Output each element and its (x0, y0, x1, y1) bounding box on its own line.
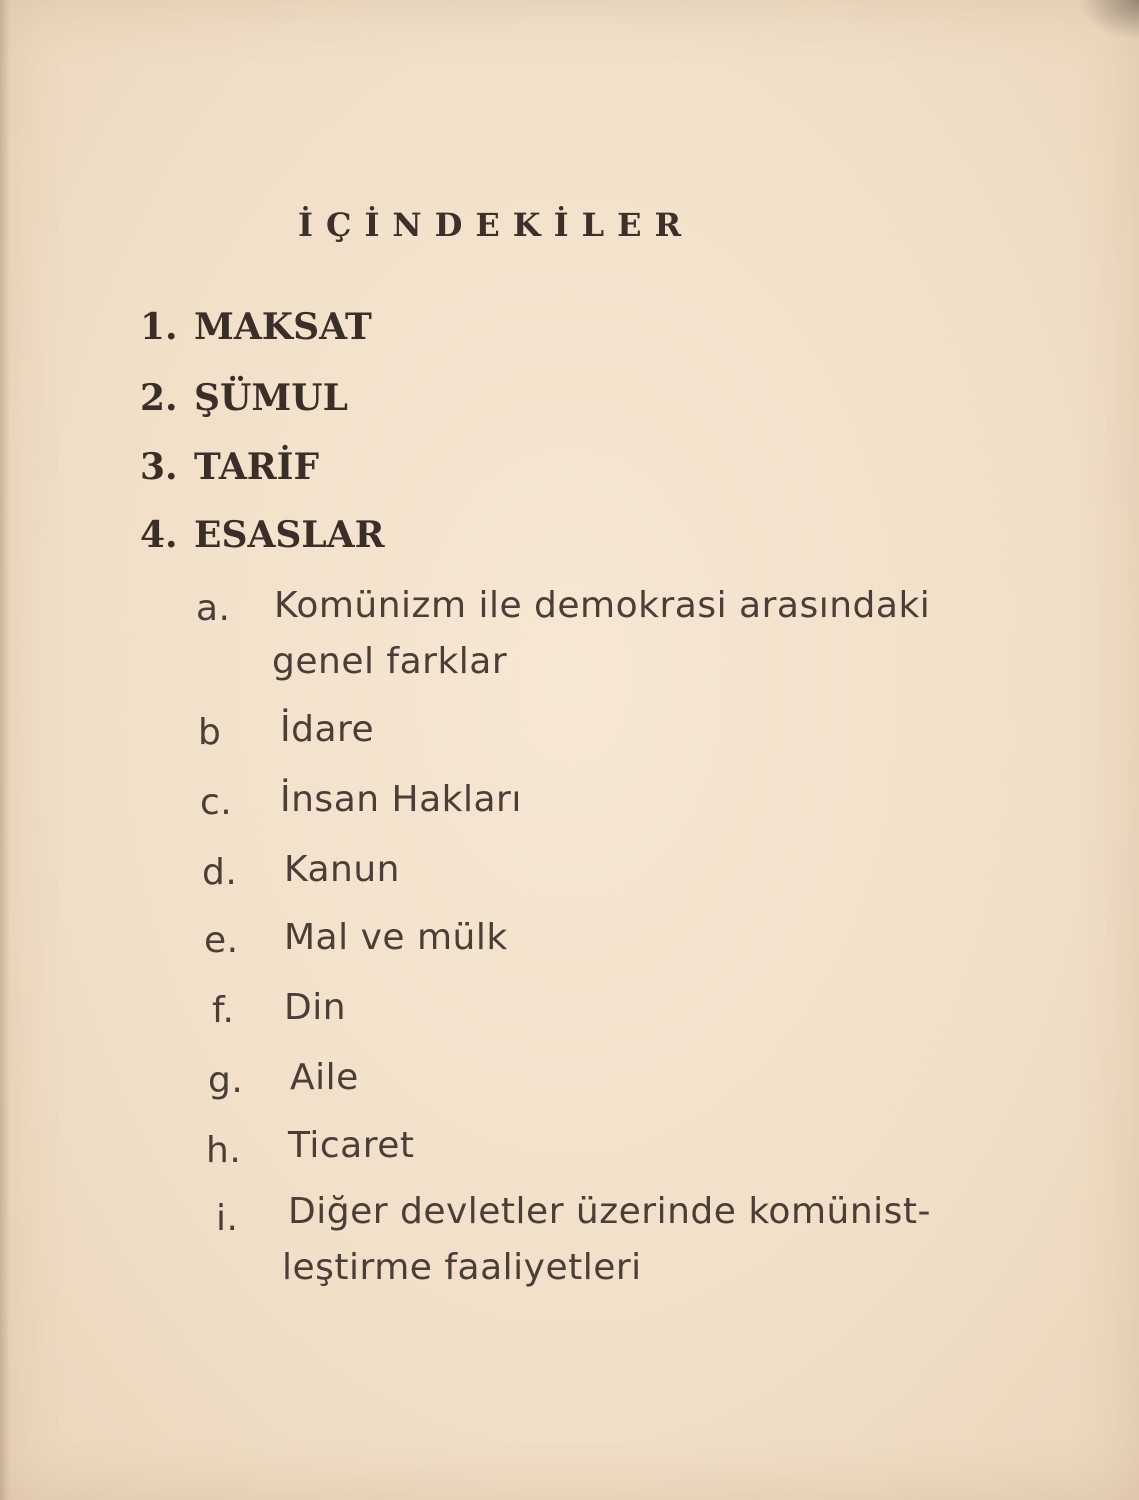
toc-main-item-label: TARİF (194, 446, 320, 488)
page-corner-shadow (1079, 0, 1139, 40)
toc-sub-item-letter: d. (202, 852, 238, 893)
toc-sub-item-letter: b (198, 712, 222, 753)
toc-main-item-label: MAKSAT (194, 306, 372, 348)
toc-sub-item-letter: h. (206, 1130, 242, 1171)
toc-main-item (140, 446, 319, 488)
toc-sub-item-letter: e. (204, 920, 239, 961)
toc-sub-item-text-continued: leştirme faaliyetleri (282, 1247, 642, 1288)
toc-main-item-number: 1. (140, 306, 178, 348)
toc-main-item-label: ESASLAR (194, 514, 385, 556)
toc-sub-item-letter: g. (208, 1060, 244, 1101)
toc-sub-item-text: Komünizm ile demokrasi arasındaki (274, 585, 931, 626)
toc-sub-item-text: Kanun (284, 849, 400, 890)
toc-sub-item-text: Aile (290, 1057, 359, 1098)
toc-sub-item-text-continued: genel farklar (272, 641, 508, 682)
toc-main-item (140, 377, 348, 419)
toc-main-item-label: ŞÜMUL (194, 377, 348, 419)
toc-main-item (140, 514, 385, 556)
toc-main-item-number: 3. (140, 446, 178, 488)
toc-main-item-number: 4. (140, 514, 178, 556)
table-of-contents-heading: İÇİNDEKİLER (298, 206, 695, 244)
toc-sub-item-letter: f. (212, 990, 235, 1031)
toc-sub-item-text: Din (284, 987, 347, 1028)
toc-sub-item-letter: a. (196, 588, 231, 629)
toc-main-item (140, 306, 372, 348)
toc-sub-item-text: İdare (280, 709, 375, 750)
toc-sub-item-letter: c. (200, 782, 233, 823)
toc-sub-item-text: Ticaret (288, 1125, 415, 1166)
page-edge-shadow (0, 0, 10, 1500)
toc-sub-item-text: Mal ve mülk (284, 917, 508, 958)
toc-sub-item-text: İnsan Hakları (280, 779, 522, 820)
toc-sub-item-text: Diğer devletler üzerinde komünist- (288, 1191, 932, 1232)
toc-sub-item-letter: i. (216, 1198, 239, 1239)
toc-main-item-number: 2. (140, 377, 178, 419)
